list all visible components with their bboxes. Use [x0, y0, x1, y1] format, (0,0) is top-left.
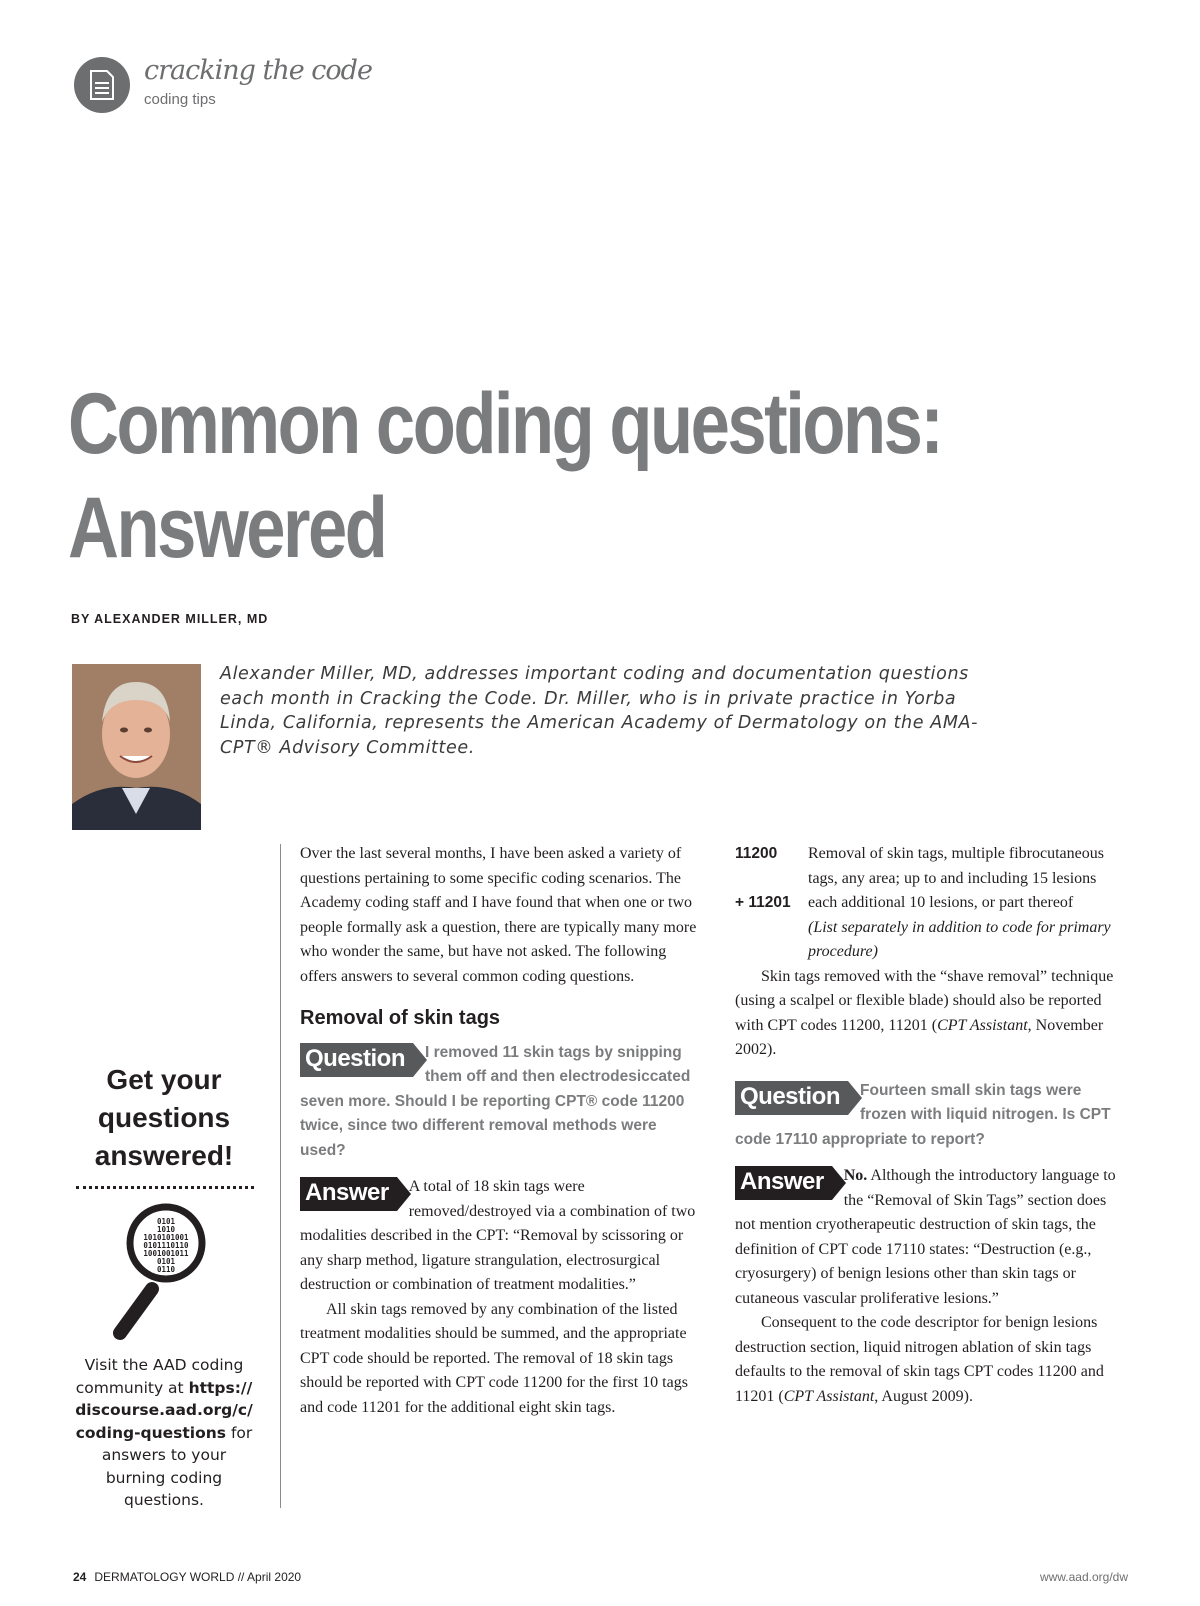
code-description	[808, 891, 1125, 965]
author-photo	[72, 664, 201, 830]
article-title-line2: Answered	[68, 480, 386, 576]
answer-2	[735, 1164, 1125, 1409]
answer-tag: Answer	[735, 1166, 832, 1200]
question-tag: Question	[300, 1043, 413, 1077]
byline: BY ALEXANDER MILLER, MD	[71, 612, 269, 626]
code-note: (List separately in addition to code for primary procedure)	[808, 918, 1111, 960]
binary-line-4: 0101110110	[143, 1241, 189, 1250]
question-2-text: Fourteen small skin tags were frozen with liquid nitrogen. Is CPT code 17110 appropriate to report?	[735, 1081, 1111, 1148]
code-description-text: each additional 10 lesions, or part thereof	[808, 894, 1074, 911]
question-tag: Question	[735, 1081, 848, 1115]
answer-tag: Answer	[300, 1177, 397, 1211]
article-title	[68, 372, 941, 580]
magnifying-glass-icon	[108, 1203, 218, 1348]
binary-line-7: 0110	[156, 1265, 176, 1274]
code-number: 11200	[735, 845, 778, 862]
section-subhead: Removal of skin tags	[300, 1007, 501, 1029]
question-1	[300, 1041, 700, 1164]
binary-line-5: 1001001011	[143, 1249, 189, 1258]
answer-2-citation: CPT Assistant	[783, 1387, 875, 1405]
question-1-text: I removed 11 skin tags by snipping them off and then electrodesiccated seven more. Should I be reporting CPT® code 11200 twice, since two different removal methods were used?	[300, 1043, 691, 1159]
sidebar-text-pre: Visit the AAD coding community at	[75, 1356, 244, 1397]
answer-2-paragraph-2	[735, 1311, 1125, 1409]
article-title-line1: Common coding questions:	[68, 376, 942, 472]
answer-2-lead: No.	[843, 1167, 868, 1184]
sidebar-text-post: for answers to your burning coding questions.	[101, 1423, 253, 1509]
section-subtitle: coding tips	[144, 91, 216, 108]
intro-paragraph: Over the last several months, I have been asked a variety of questions pertaining to some specific coding scenarios. The Academy coding staff and I have found that when one or two people formally ask a question, there are typically many more who wonder the same, but have not asked. The following offers answers to several common coding questions.	[300, 845, 697, 985]
dotted-divider	[76, 1186, 254, 1189]
sidebar-text	[74, 1354, 254, 1512]
shave-text: Skin tags removed with the “shave removal” technique (using a scalpel or flexible blade) should also be reported with CPT codes 11200, 11201 (	[735, 967, 1114, 1034]
code-description: Removal of skin tags, multiple fibrocutaneous tags, any area; up to and including 15 lesions	[808, 845, 1104, 887]
answer-2-text: Although the introductory language to the “Removal of Skin Tags” section does not mention cryotherapeutic destruction of skin tags, the definition of CPT code 17110 states: “Destruction (e.g., cryosurgery) of benign lesions other than skin tags or cutaneous vascular proliferative lesions.”	[735, 1167, 1116, 1307]
question-2	[735, 1079, 1125, 1153]
binary-line-1: 0101	[156, 1217, 176, 1226]
author-bio: Alexander Miller, MD, addresses important coding and documentation questions each month in Cracking the Code. Dr. Miller, who is in private practice in Yorba Linda, California, represents the American Academy of Dermatology on the AMA-CPT® Advisory Committee.	[220, 664, 979, 758]
coding-community-link[interactable]: https://discourse.aad.org/c/coding-questions	[75, 1378, 253, 1442]
code-number: + 11201	[735, 894, 791, 911]
binary-line-3: 1010101001	[143, 1233, 189, 1242]
section-badge	[74, 57, 130, 113]
binary-line-6: 0101	[156, 1257, 176, 1266]
answer-2-tail: , August 2009).	[874, 1387, 973, 1405]
answer-2-p2-text: Consequent to the code descriptor for benign lesions destruction section, liquid nitrogen ablation of skin tags defaults to the removal of skin tags CPT codes 11200 and 11201 (	[735, 1314, 1104, 1405]
code-entry-11200	[735, 842, 1125, 891]
answer-1-paragraph-2: All skin tags removed by any combination of the listed treatment modalities should be summed, and the appropriate CPT code should be reported. The removal of 18 skin tags should be reported with CPT code 11200 for the first 10 tags and code 11201 for the additional eight skin tags.	[300, 1300, 688, 1416]
code-entry-11201	[735, 891, 1125, 965]
shave-removal-paragraph	[735, 965, 1125, 1063]
page-number: 24	[73, 1570, 87, 1584]
answer-1	[300, 1175, 700, 1420]
section-title: cracking the code	[144, 55, 372, 86]
shave-tail: , November 2002).	[735, 1016, 1104, 1058]
binary-line-2: 1010	[156, 1225, 176, 1234]
publication-info: DERMATOLOGY WORLD // April 2020	[94, 1570, 302, 1584]
sidebar-title: Get your questions answered!	[94, 1064, 234, 1171]
article-column-2	[735, 842, 1125, 1409]
document-icon	[88, 70, 116, 100]
shave-citation: CPT Assistant	[937, 1016, 1028, 1034]
column-divider	[280, 844, 281, 1508]
footer-left	[73, 1570, 301, 1584]
footer-url[interactable]: www.aad.org/dw	[1039, 1570, 1128, 1584]
answer-1-paragraph-1: A total of 18 skin tags were removed/destroyed via a combination of two modalities described in the CPT: “Removal by scissoring or any sharp method, ligature strangulation, electrosurgical destruction or combination of treatment modalities.”	[300, 1178, 696, 1293]
article-column-1	[300, 842, 700, 1420]
